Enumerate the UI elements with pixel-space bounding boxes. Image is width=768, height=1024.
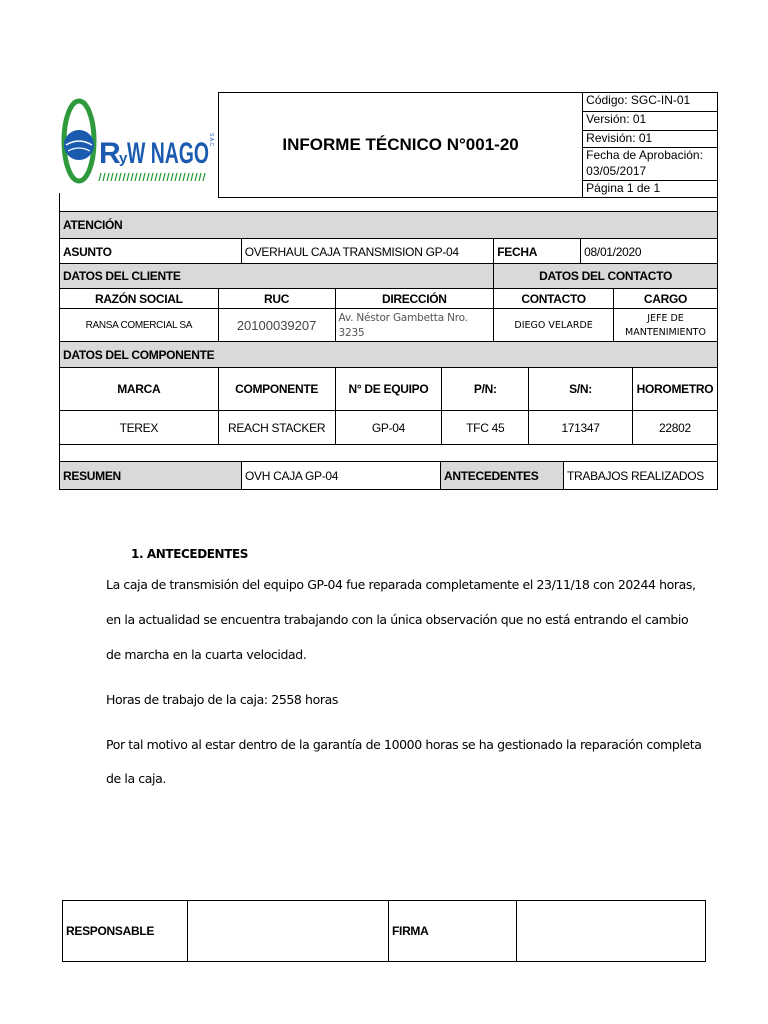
col-cargo: CARGO [614,289,718,309]
paragraph-2: Horas de trabajo de la caja: 2558 horas [106,692,338,707]
atencion-label: ATENCIÓN [60,212,718,239]
cliente-table [59,263,718,343]
datos-componente-label: DATOS DEL COMPONENTE [60,342,718,368]
pagina-field: Página 1 de 1 [583,180,718,197]
horometro-value: 22802 [632,411,717,445]
sn-value: 171347 [529,411,633,445]
col-ruc: RUC [218,289,335,309]
col-marca: MARCA [60,368,219,411]
col-razon-social: RAZÓN SOCIAL [60,289,219,309]
logo-side-text: S.A.C. [208,132,214,147]
revision-field: Revisión: 01 [583,130,718,147]
spacer-row-2 [59,443,718,462]
spacer-row [59,193,718,212]
direccion-line-2: 3235 [338,326,365,339]
antecedentes-label: ANTECEDENTES [441,462,564,490]
ruc-value: 20100039207 [218,309,335,343]
logo-text-r: R [99,136,121,170]
contacto-value: DIEGO VELARDE [494,309,614,343]
company-logo [59,93,218,193]
cargo-line-2: MANTENIMIENTO [625,326,706,338]
paragraph-3-line-2: de la caja. [106,771,166,786]
logo-text-y: y [119,149,128,167]
datos-cliente-label: DATOS DEL CLIENTE [60,264,494,289]
codigo-field: Código: SGC-IN-01 [583,93,718,112]
fecha-aprobacion-value: 03/05/2017 [583,164,718,180]
logo-cell [59,93,219,198]
col-pn: P/N: [442,368,529,411]
section-heading: 1. ANTECEDENTES [131,547,249,561]
logo-stripes [99,173,205,181]
fecha-aprobacion-label: Fecha de Aprobación: [583,148,718,164]
logo-text-w-nago: W NAGO [127,136,209,170]
responsable-field[interactable] [188,901,389,962]
paragraph-3-line-1: Por tal motivo al estar dentro de la garantía de 10000 horas se ha gestionado la reparación completa [106,737,702,752]
resumen-table [59,461,718,490]
col-direccion: DIRECCIÓN [335,289,494,309]
responsable-label: RESPONSABLE [63,901,188,962]
paragraph-1-line-3: de marcha en la cuarta velocidad. [106,647,307,662]
direccion-value [335,309,494,343]
equipo-value: GP-04 [335,411,442,445]
firma-field[interactable] [517,901,706,962]
resumen-value: OVH CAJA GP-04 [242,462,441,490]
paragraph-1-line-1: La caja de transmisión del equipo GP-04 fue reparada completamente el 23/11/18 con 20244 horas, [106,577,696,592]
col-contacto: CONTACTO [494,289,614,309]
col-componente: COMPONENTE [218,368,335,411]
firma-label: FIRMA [389,901,517,962]
resumen-label: RESUMEN [60,462,242,490]
fecha-label: FECHA [494,239,581,265]
col-sn: S/N: [529,368,633,411]
document-header [59,92,718,198]
componente-table [59,341,718,445]
col-horometro: HOROMETRO [632,368,717,411]
cargo-line-1: JEFE DE [647,312,684,324]
direccion-line-1: Av. Néstor Gambetta Nro. [338,311,468,324]
signature-table [62,900,706,962]
pn-value: TFC 45 [442,411,529,445]
cargo-value [614,309,718,343]
version-field: Versión: 01 [583,112,718,130]
marca-value: TEREX [60,411,219,445]
col-equipo: N° DE EQUIPO [335,368,442,411]
razon-social-value: RANSA COMERCIAL SA [60,309,219,343]
asunto-value: OVERHAUL CAJA TRANSMISION GP-04 [241,239,494,265]
report-title: INFORME TÉCNICO N°001-20 [219,93,583,198]
asunto-table [59,211,718,265]
componente-value: REACH STACKER [218,411,335,445]
datos-contacto-label: DATOS DEL CONTACTO [494,264,718,289]
antecedentes-value: TRABAJOS REALIZADOS [564,462,718,490]
fecha-value: 08/01/2020 [581,239,718,265]
paragraph-1-line-2: en la actualidad se encuentra trabajando con la única observación que no está entrando el cambio [106,612,689,627]
asunto-label: ASUNTO [60,239,242,265]
